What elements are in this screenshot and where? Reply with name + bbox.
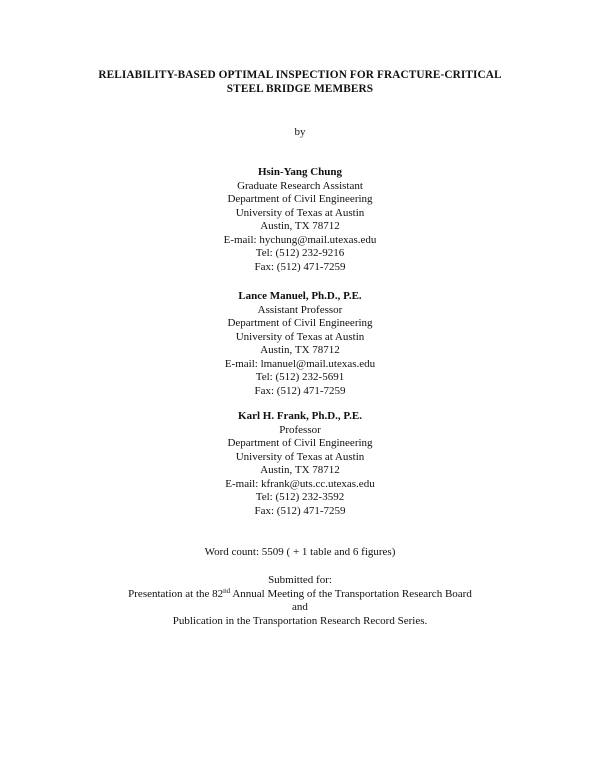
title-line-1: RELIABILITY-BASED OPTIMAL INSPECTION FOR FRACTURE-CRITICAL	[98, 69, 502, 81]
title-line-2: STEEL BRIDGE MEMBERS	[226, 83, 374, 95]
ordinal-suffix: nd	[223, 586, 231, 595]
author-university: University of Texas at Austin	[235, 206, 365, 219]
author-fax: Fax: (512) 471-7259	[254, 504, 346, 517]
author-email: E-mail: lmanuel@mail.utexas.edu	[224, 357, 376, 370]
author-tel: Tel: (512) 232-5691	[255, 371, 345, 383]
author-city: Austin, TX 78712	[260, 464, 340, 476]
author-fax: Fax: (512) 471-7259	[254, 384, 346, 397]
author-position: Professor	[279, 423, 321, 436]
author-block-frank	[0, 410, 600, 518]
author-university: University of Texas at Austin	[235, 450, 365, 463]
presentation-text-post: Annual Meeting of the Transportation Research Board	[230, 587, 472, 600]
author-department: Department of Civil Engineering	[227, 317, 373, 329]
author-university: University of Texas at Austin	[235, 330, 365, 343]
publication-line: Publication in the Transportation Research Record Series.	[172, 614, 428, 627]
author-tel: Tel: (512) 232-9216	[255, 247, 345, 259]
author-email: E-mail: hychung@mail.utexas.edu	[223, 233, 377, 246]
presentation-line	[0, 588, 600, 602]
author-block-chung	[0, 166, 600, 274]
by-label: by	[294, 126, 306, 138]
author-block-manuel	[0, 290, 600, 398]
author-name: Hsin-Yang Chung	[257, 166, 343, 178]
submitted-for-label: Submitted for:	[268, 574, 332, 586]
submission-note	[0, 574, 600, 628]
author-email: E-mail: kfrank@uts.cc.utexas.edu	[225, 477, 375, 490]
author-fax: Fax: (512) 471-7259	[254, 260, 346, 273]
paper-title	[0, 68, 600, 96]
word-count: Word count: 5509 ( + 1 table and 6 figures)	[204, 546, 396, 558]
author-city: Austin, TX 78712	[260, 220, 340, 232]
author-position: Graduate Research Assistant	[237, 179, 363, 192]
author-tel: Tel: (512) 232-3592	[255, 491, 345, 503]
author-city: Austin, TX 78712	[260, 344, 340, 356]
author-name: Lance Manuel, Ph.D., P.E.	[238, 290, 362, 302]
author-department: Department of Civil Engineering	[227, 437, 373, 449]
presentation-text-pre: Presentation at the 82	[128, 587, 224, 600]
author-name: Karl H. Frank, Ph.D., P.E.	[238, 410, 362, 422]
and-label: and	[292, 601, 308, 613]
author-position: Assistant Professor	[257, 303, 343, 316]
author-department: Department of Civil Engineering	[227, 193, 373, 205]
